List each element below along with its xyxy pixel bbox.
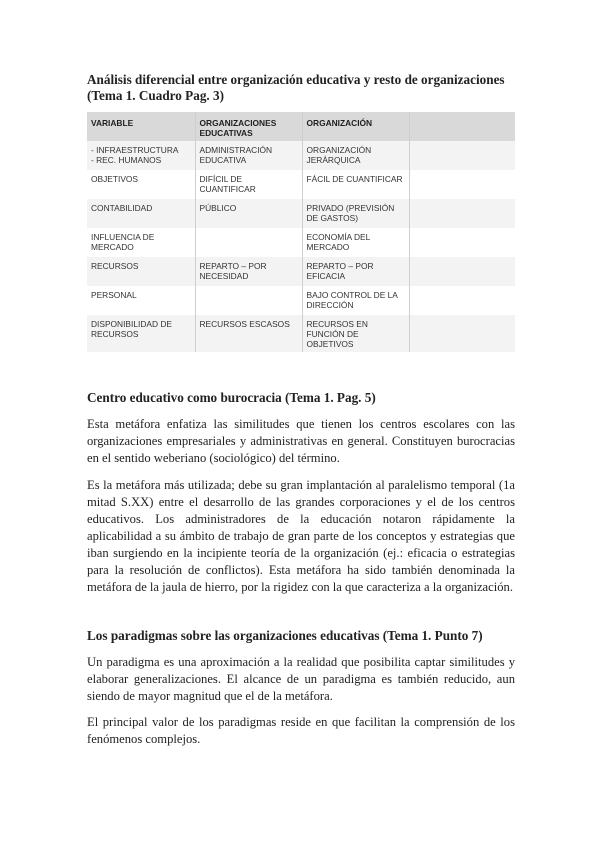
table-cell: [409, 141, 515, 170]
table-cell: [87, 257, 195, 286]
table-cell-line: OBJETIVOS: [91, 174, 139, 184]
table-cell-line: CONTABILIDAD: [91, 203, 153, 213]
table-cell: [195, 286, 302, 315]
table-cell: [409, 315, 515, 352]
table-cell-line: FÁCIL DE CUANTIFICAR: [306, 174, 403, 184]
table-cell-line: PÚBLICO: [199, 203, 237, 213]
table-cell-line: MERCADO: [91, 242, 134, 252]
table-cell: [302, 228, 409, 257]
table-cell-line: DIRECCIÓN: [306, 300, 354, 310]
table-cell: [195, 257, 302, 286]
table-cell-line: CUANTIFICAR: [199, 184, 256, 194]
table-row: [87, 286, 515, 315]
table-cell-line: - INFRAESTRUCTURA: [91, 145, 179, 155]
table-row: [87, 228, 515, 257]
table-cell-line: PERSONAL: [91, 290, 137, 300]
table-cell: [195, 170, 302, 199]
table-cell: [87, 286, 195, 315]
table-row: [87, 315, 515, 352]
table-cell: [195, 141, 302, 170]
header-empty: [409, 112, 515, 141]
table-cell-line: - REC. HUMANOS: [91, 155, 162, 165]
table-cell-line: ECONOMÍA DEL: [306, 232, 371, 242]
table-cell-line: INFLUENCIA DE: [91, 232, 155, 242]
table-cell-line: MERCADO: [306, 242, 350, 252]
section2-paragraph-2: Es la metáfora más utilizada; debe su gran implantación al paralelismo temporal (1a mitad S.XX) entre el desarrollo de las grandes corporaciones y el de los centros educativos. Los administradores de la educación notaron rápidamente la aplicabilidad a su ámbito de trabajo de gran parte de los conceptos y estrategias que iban surgiendo en la incipiente teoría de la organización (ej.: eficacia o estrategias para la resolución de conflictos). Esta metáfora ha sido también denominada la metáfora de la jaula de hierro, por la rigidez con la que caracteriza a la organización.: [87, 478, 515, 594]
table-row: [87, 170, 515, 199]
table-cell-line: REPARTO – POR: [306, 261, 374, 271]
table-cell: [195, 315, 302, 352]
table-cell-line: NECESIDAD: [199, 271, 249, 281]
section3-paragraph-1: Un paradigma es una aproximación a la realidad que posibilita captar similitudes y elaborar generalizaciones. El alcance de un paradigma es también reducido, aun siendo de mayor magnitud que el de la metáfora.: [87, 655, 515, 703]
table-cell: [302, 141, 409, 170]
table-cell: [87, 141, 195, 170]
comparison-table: [87, 112, 515, 352]
table-cell: [87, 228, 195, 257]
table-cell-line: ORGANIZACIÓN: [306, 145, 372, 155]
table-cell-line: PRIVADO (PREVISIÓN: [306, 203, 395, 213]
table-cell-line: OBJETIVOS: [306, 339, 354, 349]
table-cell: [302, 199, 409, 228]
table-cell-line: DE GASTOS): [306, 213, 359, 223]
section2-heading: Centro educativo como burocracia (Tema 1. Pag. 5): [87, 390, 376, 405]
table-cell-line: FUNCIÓN DE: [306, 329, 359, 339]
table-cell-line: REPARTO – POR: [199, 261, 267, 271]
table-cell-line: ADMINISTRACIÓN: [199, 145, 273, 155]
header-organizacion: ORGANIZACIÓN: [302, 112, 409, 141]
section3-heading: Los paradigmas sobre las organizaciones educativas (Tema 1. Punto 7): [87, 628, 483, 643]
section2-paragraph-1: Esta metáfora enfatiza las similitudes que tienen los centros escolares con las organizaciones empresariales y administrativas en general. Constituyen burocracias en el sentido weberiano (sociológico) del término.: [87, 417, 515, 465]
table-row: [87, 199, 515, 228]
table-cell-line: EDUCATIVA: [199, 155, 247, 165]
section1-heading: Análisis diferencial entre organización educativa y resto de organizaciones (Tema 1. Cuadro Pag. 3): [87, 72, 505, 103]
table-cell: [87, 199, 195, 228]
table-cell: [195, 228, 302, 257]
table-cell: [87, 170, 195, 199]
table-cell: [302, 286, 409, 315]
table-cell: [302, 257, 409, 286]
table-cell-line: EFICACIA: [306, 271, 346, 281]
table-cell-line: RECURSOS EN: [306, 319, 368, 329]
table-cell: [409, 257, 515, 286]
table-cell-line: RECURSOS: [91, 329, 139, 339]
table-header-row: [87, 112, 515, 141]
table-cell-line: JERÁRQUICA: [306, 155, 361, 165]
table-cell-line: DISPONIBILIDAD DE: [91, 319, 172, 329]
table-cell: [195, 199, 302, 228]
header-org-educativas: ORGANIZACIONES EDUCATIVAS: [195, 112, 302, 141]
section3-paragraph-2: El principal valor de los paradigmas reside en que facilitan la comprensión de los fenómenos complejos.: [87, 715, 515, 746]
header-variable: VARIABLE: [87, 112, 195, 141]
table-row: [87, 257, 515, 286]
table-cell-line: RECURSOS: [91, 261, 139, 271]
table-cell: [409, 228, 515, 257]
table-cell-line: BAJO CONTROL DE LA: [306, 290, 398, 300]
table-cell-line: RECURSOS ESCASOS: [199, 319, 290, 329]
table-cell: [302, 315, 409, 352]
table-cell: [409, 170, 515, 199]
table-cell: [409, 199, 515, 228]
table-row: [87, 141, 515, 170]
table-cell-line: DIFÍCIL DE: [199, 174, 243, 184]
table-cell: [409, 286, 515, 315]
table-cell: [87, 315, 195, 352]
table-cell: [302, 170, 409, 199]
